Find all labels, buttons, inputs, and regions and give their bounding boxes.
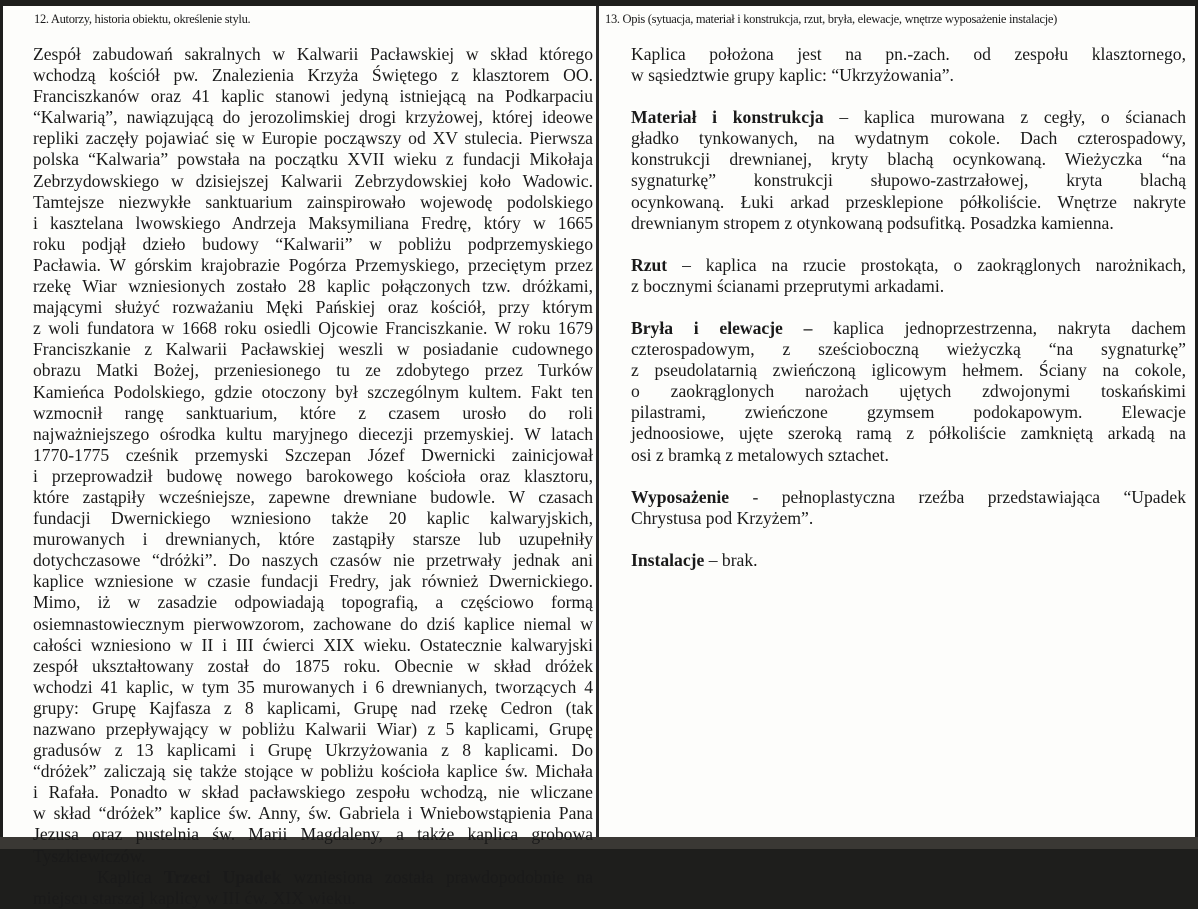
paragraph-line: czterospadowym, z sześcioboczną wieżyczką “na sygnaturkę” <box>631 339 1186 360</box>
paragraph-line: sygnaturkę” konstrukcji słupowo-zastrzałowej, kryta blachą <box>631 170 1186 191</box>
paragraph-line: polska “Kalwaria” powstała na początku XVII wieku z fundacji Mikołaja <box>33 149 593 170</box>
paragraph-line: Zebrzydowskiego w dzisiejszej Kalwarii Zebrzydowskiej koło Wadowic. <box>33 170 593 191</box>
paragraph-line: grupy: Grupę Kajfasza z 8 kaplicami, Grupę nad rzekę Cedron (tak <box>33 697 593 718</box>
paragraph-line: gładko tynkowanych, na wydatnym cokole. Dach czterospadowy, <box>631 128 1186 149</box>
paragraph-line: mającymi służyć rozważaniu Męki Pańskiej oraz kościół, przy którym <box>33 297 593 318</box>
paragraph-line: murowanych i drewnianych, które zastąpiły starsze lub uzupełniły <box>33 529 593 550</box>
chapel-paragraph-line <box>33 867 593 888</box>
text: – kaplica murowana z cegły, o ścianach <box>823 107 1186 128</box>
paragraph-line: 1770-1775 cześnik przemyski Szczepan Józef Dwernicki zainicjował <box>33 444 593 465</box>
paragraph-line: z woli fundatora w 1668 roku osiedli Ojcowie Franciszkanie. W roku 1679 <box>33 318 593 339</box>
plan-label: Rzut <box>631 254 668 275</box>
paragraph-line: Jezusa oraz pustelnia św. Marii Magdaleny, a także kaplica grobowa <box>33 824 593 845</box>
paragraph-line: i Rafała. Ponadto w skład pacławskiego zespołu wchodzą, nie wliczane <box>33 782 593 803</box>
installations-paragraph <box>631 550 1186 571</box>
paragraph-line: jednoosiowe, ujęte szeroką ramą z półkoliście zamkniętą arkadą na <box>631 423 1186 444</box>
paragraph-line: całości wzniesiono w II i III ćwierci XIX wieku. Ostatecznie kalwaryjski <box>33 634 593 655</box>
chapel-paragraph-line: miejscu starszej kaplicy w III ćw. XIX wieku. <box>33 887 356 908</box>
paragraph-line: wchodzą kościół pw. Znalezienia Krzyża Świętego z klasztorem OO. <box>33 65 593 86</box>
plan-paragraph <box>631 255 1186 297</box>
paragraph-line: Zespół zabudowań sakralnych w Kalwarii Pacławskiej w skład którego <box>33 44 593 64</box>
text: - pełnoplastyczna rzeźba przedstawiająca “Upadek <box>729 486 1186 507</box>
paragraph-line: Tamtejsze niezwykłe sanktuarium zainspirowało wojewodę podolskiego <box>33 191 593 212</box>
paragraph-line: zespół ukształtowany został do 1875 roku. Obecnie w skład dróżek <box>33 655 593 676</box>
paragraph-line: rzekę Wiar wzniesionych zostało 28 kaplic połączonych tzw. dróżkami, <box>33 276 593 297</box>
paragraph-line: i przeprowadził budowę nowego barokowego kościoła oraz klasztoru, <box>33 465 593 486</box>
paragraph-line: Franciszkanie z Kalwarii Pacławskiej weszli w posiadanie cudownego <box>33 339 593 360</box>
section-heading-history: 12. Autorzy, historia obiektu, określenie stylu. <box>34 12 251 26</box>
paragraph-line: roku podjął dzieło budowy “Kalwarii” w pobliżu podprzemyskiego <box>33 233 593 254</box>
mass-label: Bryła i elewacje – <box>631 317 813 338</box>
paragraph-line: Kaplica położona jest na pn.-zach. od zespołu klasztornego, <box>631 44 1186 64</box>
paragraph-line: Pacławia. W górskim krajobrazie Pogórza Przemyskiego, przeciętym przez <box>33 254 593 275</box>
paragraph-line: gradusów z 13 kaplicami i Grupę Ukrzyżowania z 8 kaplicami. Do <box>33 740 593 761</box>
paragraph-line: o zaokrąglonych narożach ujętych zdwojonymi toskańskimi <box>631 381 1186 402</box>
paragraph-line: z bocznymi ścianami przeprutymi arkadami. <box>631 275 945 296</box>
furnishing-label: Wyposażenie <box>631 486 730 507</box>
paragraph-line: pilastrami, zwieńczone gzymsem podokapowym. Elewacje <box>631 402 1186 423</box>
paragraph-line: ocynkowaną. Łuki arkad przesklepione półkoliście. Wnętrze nakryte <box>631 191 1186 212</box>
material-label: Materiał i konstrukcja <box>631 107 824 128</box>
paragraph-line: w skład “dróżek” kaplice św. Anny, św. Gabriela i Wniebowstąpienia Pana <box>33 803 593 824</box>
paragraph-line: repliki zaczęły pojawiać się w Europie począwszy od XV stulecia. Pierwsza <box>33 128 593 149</box>
paragraph-line: wzmocnił rangę sanktuarium, które z czasem urosło do roli <box>33 402 593 423</box>
text: – kaplica na rzucie prostokąta, o zaokrąglonych narożnikach, <box>667 254 1186 275</box>
paragraph-line: fundacji Dwernickiego wzniesiono także 20 kaplic kalwaryjskich, <box>33 508 593 529</box>
furnishing-paragraph <box>631 487 1186 529</box>
history-paragraph <box>33 44 593 867</box>
text: Kaplica <box>97 866 164 887</box>
paragraph-line: osi z bramką z metalowych sztachet. <box>631 444 889 465</box>
paragraph-line: Tyszkiewiczów. <box>33 845 146 866</box>
paragraph-line: Kamieńca Podolskiego, gdzie otoczony był szczególnym kultem. Fakt ten <box>33 381 593 402</box>
text: wzniesiona została prawdopodobnie na <box>281 866 593 887</box>
paragraph-line: Franciszkanów oraz 41 kaplic stanowi jedyną istniejącą na Podkarpaciu <box>33 86 593 107</box>
history-text <box>33 44 593 909</box>
paragraph-line <box>631 487 1186 508</box>
material-paragraph <box>631 107 1186 234</box>
paragraph-line: w sąsiedztwie grupy kaplic: “Ukrzyżowania”. <box>631 65 954 86</box>
paragraph-line: konstrukcji drewnianej, kryty blachą ocynkowaną. Wieżyczka “na <box>631 149 1186 170</box>
description-text <box>631 44 1186 592</box>
section-heading-description: 13. Opis (sytuacja, materiał i konstrukcja, rzut, bryła, elewacje, wnętrze wyposażenie instalacje) <box>605 12 1058 26</box>
paragraph-line: Chrystusa pod Krzyżem”. <box>631 507 814 528</box>
paragraph-line <box>631 255 1186 276</box>
paragraph-line: które zastąpiły wcześniejsze, zapewne drewniane budowle. W czasach <box>33 486 593 507</box>
text: – brak. <box>704 549 758 570</box>
paragraph-line: obrazu Matki Bożej, przeniesionego tu ze zdobytego przez Turków <box>33 360 593 381</box>
history-section <box>3 6 596 908</box>
paragraph-line: i kasztelana lwowskiego Andrzeja Maksymiliana Fredrę, który w 1665 <box>33 212 593 233</box>
paragraph-line: Mimo, iż w zasadzie odpowiadają topografią, a częściowo formą <box>33 592 593 613</box>
paragraph-line: nazwano przepływający w pobliżu Kalwarii Wiar) z 5 kaplicami, Grupę <box>33 719 593 739</box>
mass-paragraph <box>631 318 1186 466</box>
paragraph-line <box>631 318 1186 339</box>
paragraph-line: wchodzi 41 kaplic, w tym 35 murowanych i 6 drewnianych, tworzących 4 <box>33 676 593 697</box>
paragraph-line: “dróżek” zaliczają się także stojące w pobliżu kościoła kaplice św. Michała <box>33 761 593 782</box>
situation-paragraph <box>631 44 1186 86</box>
paragraph-line: kaplice wzniesione w czasie fundacji Fredry, jak również Dwernickiego. <box>33 571 593 592</box>
chapel-name: Trzeci Upadek <box>163 866 282 887</box>
paragraph-line: “Kalwarią”, nawiązującą do jerozolimskiej drogi krzyżowej, której ideowe <box>33 107 593 128</box>
paragraph-line: najważniejszego ośrodka kultu maryjnego diecezji przemyskiej. W latach <box>33 423 593 444</box>
paragraph-line: z pseudolatarnią zwieńczoną iglicowym hełmem. Ściany na cokole, <box>631 360 1186 381</box>
description-section <box>599 6 1195 837</box>
paragraph-line: osiemnastowiecznym pierwowzorom, zachowane do dziś kaplice niemal w <box>33 613 593 634</box>
paragraph-line: drewnianym stropem z otynkowaną podsufitką. Posadzka kamienna. <box>631 212 1114 233</box>
paragraph-line: dotychczasowe “dróżki”. Do naszych czasów nie przetrwały jednak ani <box>33 550 593 571</box>
text: kaplica jednoprzestrzenna, nakryta dachem <box>812 317 1186 338</box>
installations-label: Instalacje <box>631 549 705 570</box>
paragraph-line <box>631 107 1186 128</box>
paragraph-line <box>631 550 1186 571</box>
